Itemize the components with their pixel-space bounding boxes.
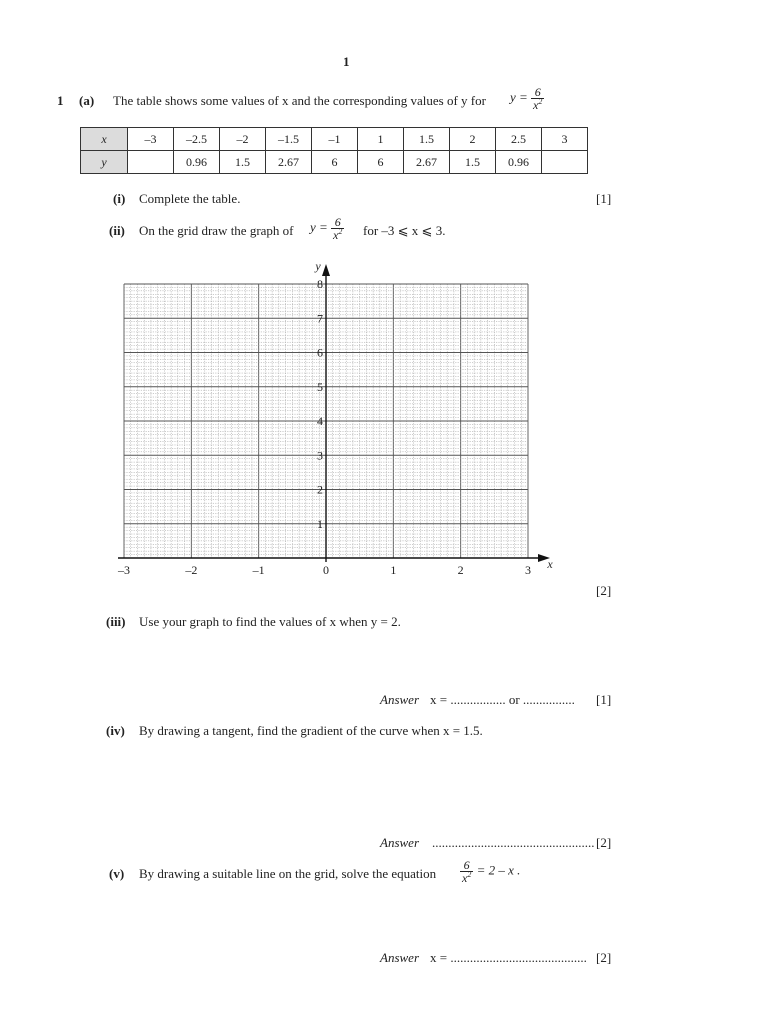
part-v-equation: $\frac{6}{x^2}$ = 2 – x .: [462, 858, 521, 885]
table-header-x: x: [81, 128, 128, 151]
table-cell: 2.5: [496, 128, 542, 151]
page-number: 1: [343, 54, 350, 69]
part-iii-answer-label: Answer: [380, 692, 419, 707]
y-tick-label: 8: [317, 277, 323, 291]
table-cell: –2.5: [174, 128, 220, 151]
table-cell: 2: [450, 128, 496, 151]
part-iv-label: (iv): [106, 723, 125, 738]
question-intro: The table shows some values of x and the corresponding values of y for: [113, 93, 486, 108]
y-tick-label: 6: [317, 345, 323, 360]
table-cell: –1: [312, 128, 358, 151]
part-iv-answer-line[interactable]: ..................................................: [432, 835, 595, 850]
part-v-rhs: = 2 – x .: [476, 862, 521, 878]
table-cell: 1: [358, 128, 404, 151]
table-cell: 6: [312, 151, 358, 174]
part-iv-marks: [2]: [596, 835, 612, 850]
question-part-label: (a): [79, 93, 95, 108]
table-cell: 0.96: [174, 151, 220, 174]
table-cell: 6: [358, 151, 404, 174]
x-tick-label: 1: [390, 563, 397, 577]
y-tick-label: 2: [317, 482, 323, 497]
question-number: 1: [57, 93, 64, 108]
part-ii-range: for –3 ⩽ x ⩽ 3.: [363, 223, 446, 238]
table-cell: –3: [128, 128, 174, 151]
table-cell: –1.5: [266, 128, 312, 151]
part-i-text: Complete the table.: [139, 191, 241, 206]
table-cell: 1.5: [220, 151, 266, 174]
table-cell: 1.5: [404, 128, 450, 151]
part-ii-text: On the grid draw the graph of: [139, 223, 294, 238]
x-tick-label: –3: [118, 563, 130, 577]
part-v-answer-label: Answer: [380, 950, 419, 965]
table-cell: 1.5: [450, 151, 496, 174]
y-tick-label: 4: [317, 414, 323, 428]
part-v-marks: [2]: [596, 950, 612, 965]
x-tick-label: 0: [323, 563, 329, 577]
y-axis-arrow-icon: [322, 264, 330, 276]
y-tick-label: 7: [317, 311, 323, 326]
part-iv-answer-label: Answer: [380, 835, 419, 850]
x-tick-label: –2: [185, 563, 198, 577]
equation-denominator: $x^2$: [533, 97, 543, 112]
equation-lhs: y =: [510, 89, 528, 105]
part-iii-marks: [1]: [596, 692, 612, 707]
part-i-marks: [1]: [596, 191, 612, 206]
x-axis-label: x: [547, 557, 553, 571]
x-tick-label: 2: [457, 563, 464, 577]
x-tick-label: 3: [525, 563, 531, 577]
table-cell: 0.96: [496, 151, 542, 174]
equation-numerator: 6: [531, 86, 544, 99]
part-ii-equation: y = $\frac{6}{x^2}$: [310, 215, 343, 242]
part-iv-text: By drawing a tangent, find the gradient of the curve when x = 1.5.: [139, 723, 483, 738]
x-tick-label: –1: [252, 563, 265, 577]
y-tick-label: 1: [317, 516, 323, 531]
part-v-answer-line[interactable]: x = ..........................................: [430, 950, 587, 965]
table-cell: 2.67: [404, 151, 450, 174]
part-ii-marks: [2]: [596, 583, 612, 598]
y-axis-label: y: [315, 259, 321, 273]
table-cell: 3: [542, 128, 588, 151]
part-iii-text: Use your graph to find the values of x when y = 2.: [139, 614, 401, 629]
part-ii-label: (ii): [109, 223, 125, 238]
part-iii-answer-line[interactable]: x = ................. or ................: [430, 692, 575, 707]
part-iii-label: (iii): [106, 614, 126, 629]
y-tick-label: 5: [317, 379, 323, 394]
table-header-y: y: [81, 151, 128, 174]
part-v-text: By drawing a suitable line on the grid, solve the equation: [139, 866, 437, 881]
part-v-label: (v): [109, 866, 125, 881]
table-cell: –2: [220, 128, 266, 151]
table-cell: 2.67: [266, 151, 312, 174]
y-tick-label: 3: [317, 448, 323, 463]
part-i-label: (i): [113, 191, 126, 206]
